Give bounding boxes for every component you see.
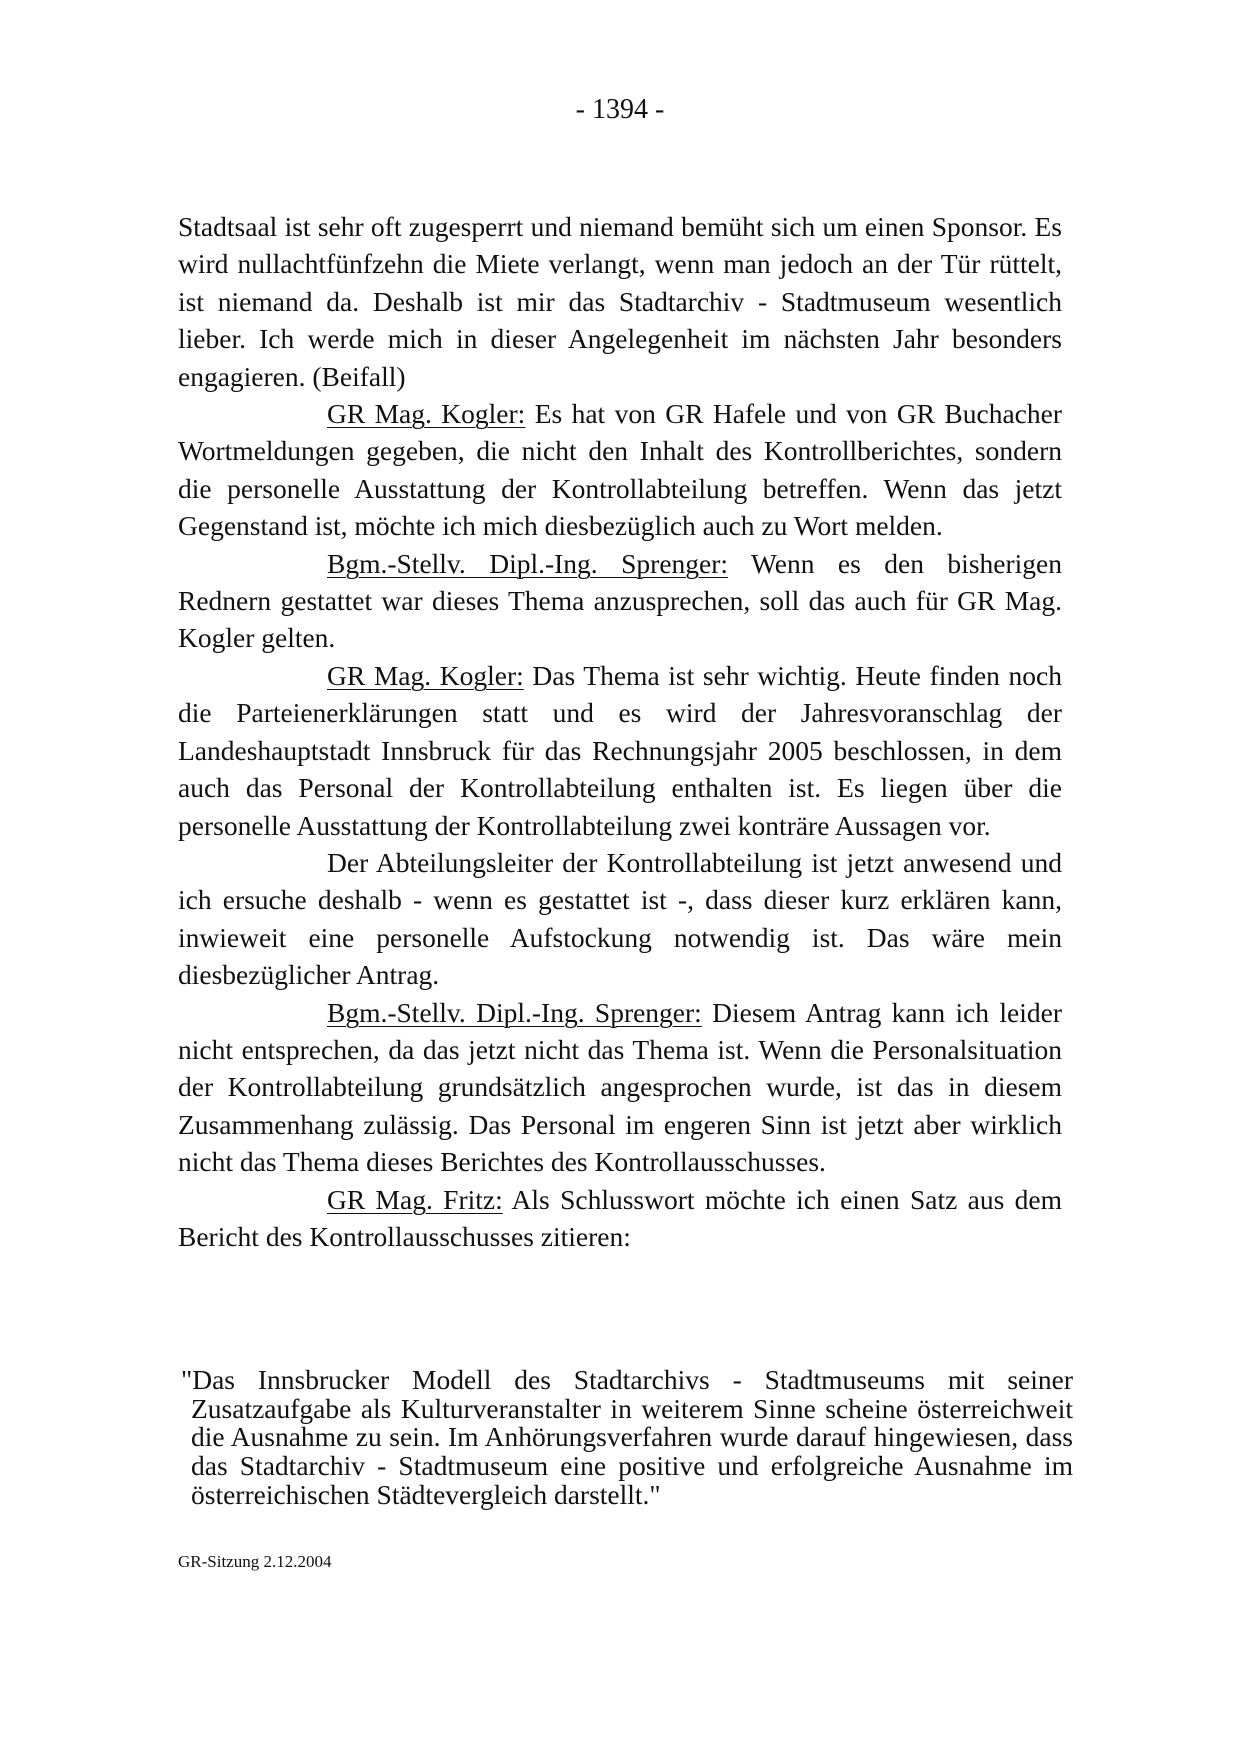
paragraph-2 bbox=[178, 395, 1062, 545]
speaker-name: Bgm.-Stellv. Dipl.-Ing. Sprenger: bbox=[327, 996, 702, 1028]
paragraph-text: Wenn es den bisherigen Rednern gestattet war dieses Thema anzusprechen, soll das auch für GR Mag. Kogler gelten. bbox=[178, 547, 1062, 654]
paragraph-text: Das Thema ist sehr wichtig. Heute finden noch die Parteienerklärungen statt und es wird der Jahresvoranschlag der Landeshauptstadt Innsbruck für das Rechnungsjahr 2005 beschlossen, in dem auch das Personal der Kontrollabteilung enthalten ist. Es liegen über die personelle Ausstattung der Kontrollabteilung zwei konträre Aussagen vor. bbox=[178, 659, 1062, 841]
paragraph-text: Als Schlusswort möchte ich einen Satz aus dem Bericht des Kontrollausschusses zitieren: bbox=[178, 1183, 1062, 1252]
paragraph-text: Diesem Antrag kann ich leider nicht entsprechen, da das jetzt nicht das Thema ist. Wenn die Personalsituation der Kontrollabteilung grundsätzlich angesprochen wurde, ist das in diesem Zusammenhang zulässig. Das Personal im engeren Sinn ist jetzt aber wirklich nicht das Thema dieses Berichtes des Kontrollausschusses. bbox=[178, 996, 1062, 1178]
speaker-name: GR Mag. Kogler: bbox=[327, 398, 526, 430]
paragraph-7 bbox=[178, 1181, 1062, 1256]
paragraph-text: Der Abteilungsleiter der Kontrollabteilung ist jetzt anwesend und ich ersuche deshalb - wenn es gestattet ist -, dass dieser kurz erklären kann, inwieweit eine personelle Aufstockung notwendig ist. Das wäre mein diesbezüglicher Antrag. bbox=[178, 846, 1062, 991]
transcript-body bbox=[178, 208, 1062, 1255]
footer-session-date: GR-Sitzung 2.12.2004 bbox=[178, 1552, 332, 1571]
paragraph-text: Es hat von GR Hafele und von GR Buchacher Wortmeldungen gegeben, die nicht den Inhalt des Kontrollberichtes, sondern die personelle Ausstattung der Kontrollabteilung betreffen. Wenn das jetzt Gegenstand ist, möchte ich mich diesbezüglich auch zu Wort melden. bbox=[178, 398, 1062, 542]
paragraph-5 bbox=[178, 844, 1062, 994]
block-quote: "Das Innsbrucker Modell des Stadtarchivs - Stadtmuseums mit seiner Zusatzaufgabe als Kulturveranstalter in weiterem Sinne scheine österreichweit die Ausnahme zu sein. Im Anhörungsverfahren wurde darauf hingewiesen, dass das Stadtarchiv - Stadtmuseum eine positive und erfolgreiche Ausnahme im österreichischen Städtevergleich darstellt." bbox=[181, 1364, 1073, 1510]
page-number: - 1394 - bbox=[575, 94, 665, 125]
paragraph-3 bbox=[178, 545, 1062, 657]
paragraph-text: Stadtsaal ist sehr oft zugesperrt und niemand bemüht sich um einen Sponsor. Es wird nullachtfünfzehn die Miete verlangt, wenn man jedoch an der Tür rüttelt, ist niemand da. Deshalb ist mir das Stadtarchiv - Stadtmuseum wesentlich lieber. Ich werde mich in dieser Angelegenheit im nächsten Jahr besonders engagieren. (Beifall) bbox=[178, 211, 1062, 392]
speaker-name: Bgm.-Stellv. Dipl.-Ing. Sprenger: bbox=[327, 547, 729, 579]
paragraph-6 bbox=[178, 994, 1062, 1181]
paragraph-4 bbox=[178, 657, 1062, 844]
paragraph-1 bbox=[178, 208, 1062, 395]
speaker-name: GR Mag. Kogler: bbox=[327, 659, 524, 691]
speaker-name: GR Mag. Fritz: bbox=[327, 1183, 503, 1215]
